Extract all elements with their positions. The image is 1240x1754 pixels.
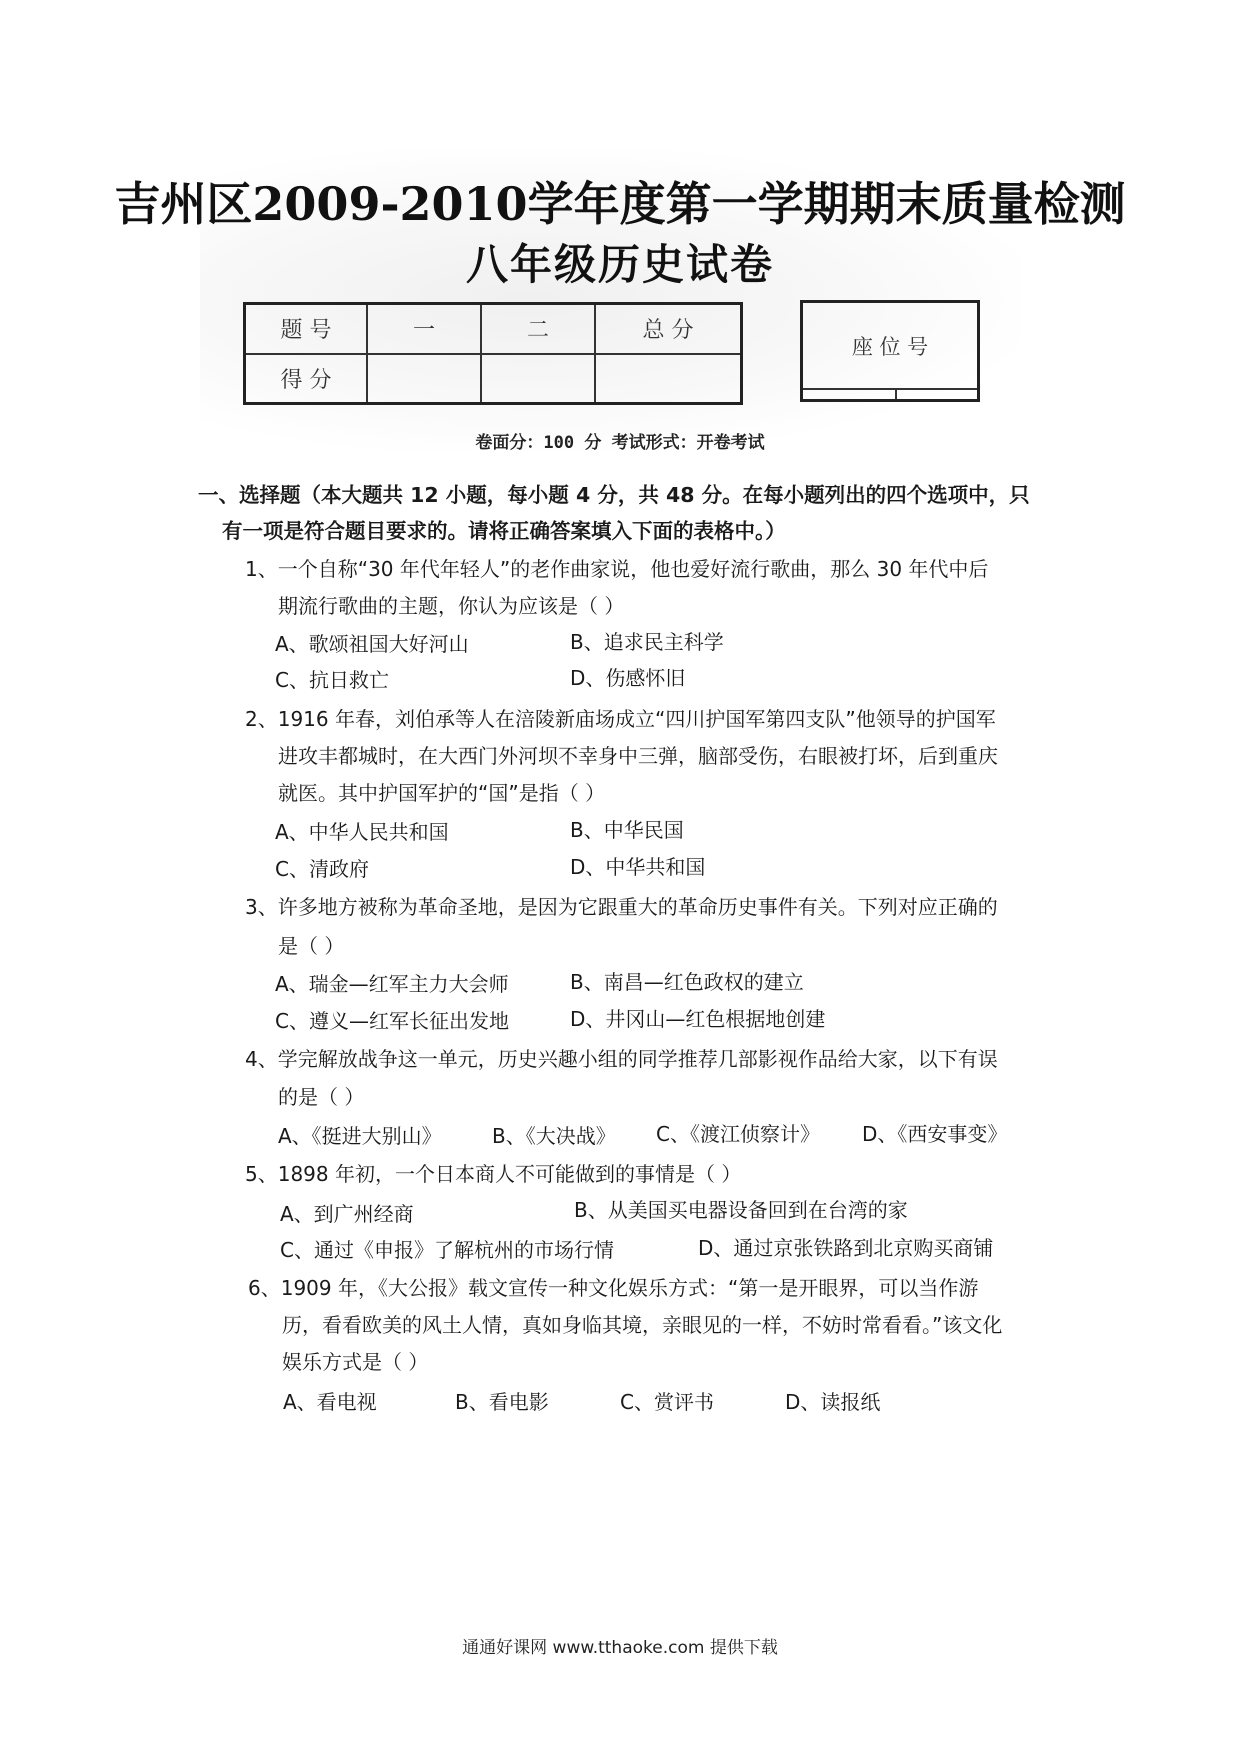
section-heading-line2: 有一项是符合题目要求的。请将正确答案填入下面的表格中。） <box>222 519 786 543</box>
question-3-option-c[interactable]: C、遵义—红军长征出发地 <box>275 1009 509 1033</box>
question-3-line2: 是（ ） <box>278 934 345 958</box>
question-4-option-b[interactable]: B、《大决战》 <box>492 1124 616 1148</box>
question-1-line2: 期流行歌曲的主题，你认为应该是（ ） <box>278 594 625 618</box>
question-1-option-d[interactable]: D、伤感怀旧 <box>570 666 686 690</box>
question-2-line1: 2、1916 年春，刘伯承等人在涪陵新庙场成立“四川护国军第四支队”他领导的护国军 <box>245 707 996 731</box>
seat-label: 座 位 号 <box>802 302 979 390</box>
exam-meta: 卷面分：100 分 考试形式：开卷考试 <box>475 433 765 453</box>
score-cell-label: 题 号 <box>245 304 368 354</box>
question-2-line3: 就医。其中护国军护的“国”是指（ ） <box>278 781 606 805</box>
score-input-total[interactable] <box>595 354 742 404</box>
question-3-option-d[interactable]: D、井冈山—红色根据地创建 <box>570 1007 826 1031</box>
question-5-line1: 5、1898 年初，一个日本商人不可能做到的事情是（ ） <box>245 1162 742 1186</box>
question-6-option-d[interactable]: D、读报纸 <box>785 1390 881 1414</box>
score-table-score-row <box>245 354 742 404</box>
question-6-line2: 历，看看欧美的风土人情，真如身临其境，亲眼见的一样，不妨时常看看。”该文化 <box>282 1313 1003 1337</box>
question-2-option-b[interactable]: B、中华民国 <box>570 818 684 842</box>
score-input-part2[interactable] <box>481 354 595 404</box>
question-6-option-a[interactable]: A、看电视 <box>283 1390 377 1414</box>
question-1-option-a[interactable]: A、歌颂祖国大好河山 <box>275 632 469 656</box>
seat-input-2[interactable] <box>896 389 979 400</box>
section-heading-line1: 一、选择题（本大题共 12 小题，每小题 4 分，共 48 分。在每小题列出的四个选项中，只 <box>198 483 1030 507</box>
seat-input-1[interactable] <box>802 389 897 400</box>
question-5-option-b[interactable]: B、从美国买电器设备回到在台湾的家 <box>574 1198 908 1222</box>
download-footer: 通通好课网 www.tthaoke.com 提供下载 <box>462 1638 778 1658</box>
question-4-line1: 4、学完解放战争这一单元，历史兴趣小组的同学推荐几部影视作品给大家，以下有误 <box>245 1047 998 1071</box>
question-6-line3: 娱乐方式是（ ） <box>282 1350 429 1374</box>
question-5-option-c[interactable]: C、通过《申报》了解杭州的市场行情 <box>280 1238 614 1262</box>
question-1-option-b[interactable]: B、追求民主科学 <box>570 630 724 654</box>
score-cell-total: 总 分 <box>595 304 742 354</box>
score-row-label: 得 分 <box>245 354 368 404</box>
question-5-option-d[interactable]: D、通过京张铁路到北京购买商铺 <box>698 1236 994 1260</box>
question-3-line1: 3、许多地方被称为革命圣地，是因为它跟重大的革命历史事件有关。下列对应正确的 <box>245 895 998 919</box>
question-2-option-c[interactable]: C、清政府 <box>275 857 369 881</box>
question-4-option-c[interactable]: C、《渡江侦察计》 <box>656 1122 820 1146</box>
question-3-option-b[interactable]: B、南昌—红色政权的建立 <box>570 970 804 994</box>
question-6-option-b[interactable]: B、看电影 <box>455 1390 549 1414</box>
score-input-part1[interactable] <box>367 354 481 404</box>
question-2-line2: 进攻丰都城时，在大西门外河坝不幸身中三弹，脑部受伤，右眼被打坏，后到重庆 <box>278 744 998 768</box>
question-5-option-a[interactable]: A、到广州经商 <box>280 1202 414 1226</box>
score-table-header-row <box>245 304 742 354</box>
question-2-option-d[interactable]: D、中华共和国 <box>570 855 706 879</box>
exam-subtitle: 八年级历史试卷 <box>465 240 774 289</box>
question-1-option-c[interactable]: C、抗日救亡 <box>275 668 389 692</box>
question-3-option-a[interactable]: A、瑞金—红军主力大会师 <box>275 972 509 996</box>
score-cell-part1: 一 <box>367 304 481 354</box>
question-4-line2: 的是（ ） <box>278 1085 365 1109</box>
question-4-option-a[interactable]: A、《挺进大别山》 <box>278 1124 442 1148</box>
question-6-option-c[interactable]: C、赏评书 <box>620 1390 714 1414</box>
question-1-line1: 1、一个自称“30 年代年轻人”的老作曲家说，他也爱好流行歌曲，那么 30 年代中后 <box>245 557 989 581</box>
question-6-line1: 6、1909 年，《大公报》载文宣传一种文化娱乐方式：“第一是开眼界，可以当作游 <box>248 1276 979 1300</box>
score-table <box>243 302 743 405</box>
question-4-option-d[interactable]: D、《西安事变》 <box>862 1122 1008 1146</box>
exam-title: 吉州区2009-2010学年度第一学期期末质量检测 <box>114 177 1126 231</box>
seat-table <box>800 300 980 402</box>
score-cell-part2: 二 <box>481 304 595 354</box>
question-2-option-a[interactable]: A、中华人民共和国 <box>275 820 449 844</box>
